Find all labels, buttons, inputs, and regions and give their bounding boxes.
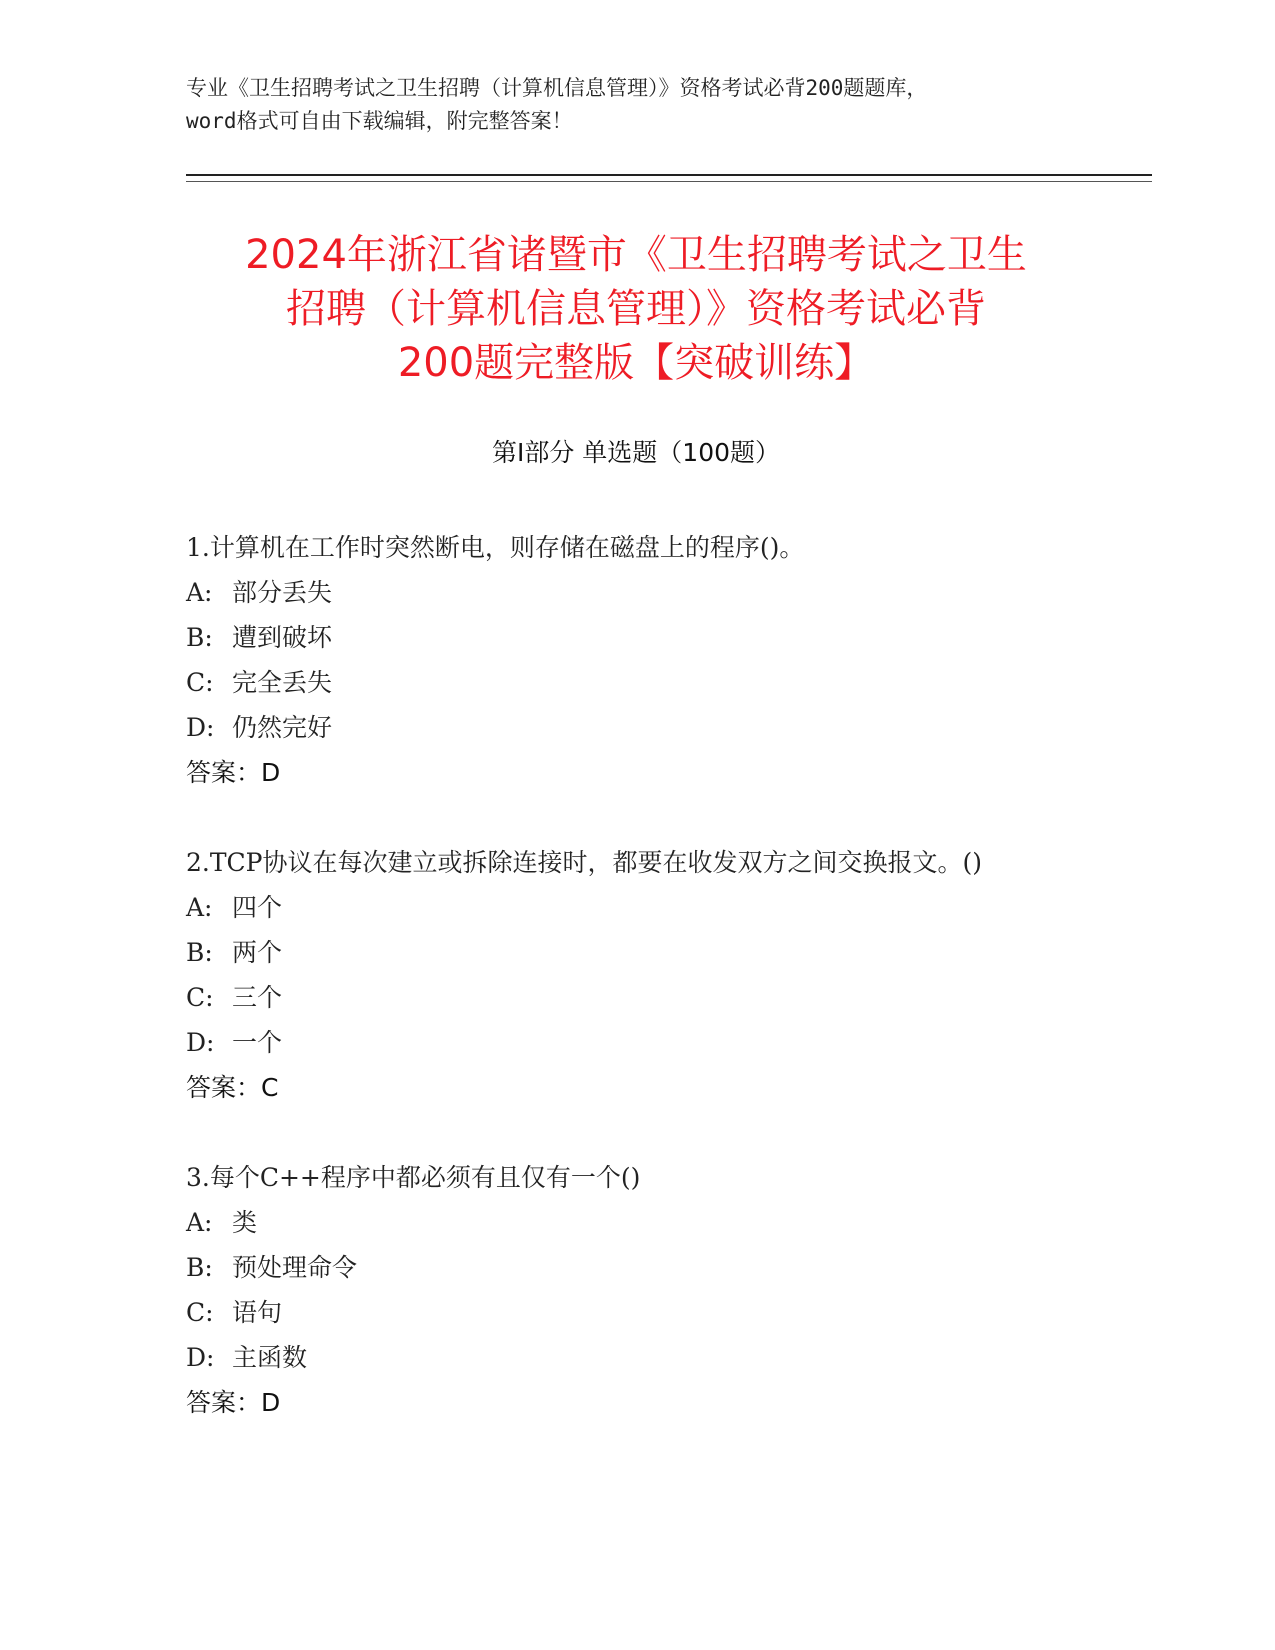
option-letter: D: bbox=[186, 713, 215, 742]
option-text: 一个 bbox=[232, 1028, 283, 1057]
title-line-1: 2024年浙江省诸暨市《卫生招聘考试之卫生 bbox=[245, 232, 1027, 278]
title-line-3: 200题完整版【突破训练】 bbox=[397, 340, 875, 386]
option-text: 两个 bbox=[232, 938, 283, 967]
option-text: 仍然完好 bbox=[232, 713, 333, 742]
option-text: 类 bbox=[232, 1208, 258, 1237]
answer-line: 答案：D bbox=[186, 758, 281, 787]
option-b bbox=[186, 930, 1086, 975]
option-c bbox=[186, 975, 1086, 1020]
option-a bbox=[186, 1200, 1086, 1245]
document-title bbox=[186, 228, 1086, 390]
option-text: 部分丢失 bbox=[232, 578, 333, 607]
option-d bbox=[186, 705, 1086, 750]
option-letter: A: bbox=[186, 1208, 213, 1237]
option-text: 四个 bbox=[232, 893, 283, 922]
option-letter: D: bbox=[186, 1028, 215, 1057]
question-stem: 3.每个C++程序中都必须有且仅有一个() bbox=[186, 1163, 641, 1192]
option-text: 主函数 bbox=[232, 1343, 308, 1372]
option-b bbox=[186, 615, 1086, 660]
option-a bbox=[186, 885, 1086, 930]
option-c bbox=[186, 660, 1086, 705]
option-letter: D: bbox=[186, 1343, 215, 1372]
option-letter: A: bbox=[186, 893, 213, 922]
question-stem: 1.计算机在工作时突然断电，则存储在磁盘上的程序()。 bbox=[186, 533, 805, 562]
option-d bbox=[186, 1335, 1086, 1380]
option-b bbox=[186, 1245, 1086, 1290]
option-d bbox=[186, 1020, 1086, 1065]
option-letter: A: bbox=[186, 578, 213, 607]
option-text: 预处理命令 bbox=[232, 1253, 358, 1282]
question-item bbox=[186, 840, 1086, 1110]
option-letter: C: bbox=[186, 1298, 214, 1327]
header-divider-thin bbox=[186, 181, 1152, 182]
answer-line: 答案：C bbox=[186, 1073, 279, 1102]
question-item bbox=[186, 1155, 1086, 1425]
option-a bbox=[186, 570, 1086, 615]
header-line-1: 专业《卫生招聘考试之卫生招聘（计算机信息管理）》资格考试必背200题题库， bbox=[186, 76, 928, 100]
option-text: 三个 bbox=[232, 983, 283, 1012]
document-header bbox=[186, 72, 1086, 138]
question-stem: 2.TCP协议在每次建立或拆除连接时，都要在收发双方之间交换报文。() bbox=[186, 848, 982, 877]
option-text: 遭到破坏 bbox=[232, 623, 333, 652]
option-letter: B: bbox=[186, 1253, 213, 1282]
section-heading: 第Ⅰ部分 单选题（100题） bbox=[491, 438, 781, 467]
header-divider-thick bbox=[186, 174, 1152, 176]
option-letter: C: bbox=[186, 668, 214, 697]
option-text: 语句 bbox=[232, 1298, 283, 1327]
option-letter: B: bbox=[186, 623, 213, 652]
question-item bbox=[186, 525, 1086, 795]
option-text: 完全丢失 bbox=[232, 668, 333, 697]
question-list bbox=[186, 525, 1086, 1470]
title-line-2: 招聘（计算机信息管理）》资格考试必背 bbox=[286, 286, 986, 332]
option-c bbox=[186, 1290, 1086, 1335]
header-line-2: word格式可自由下载编辑，附完整答案！ bbox=[186, 109, 573, 133]
option-letter: B: bbox=[186, 938, 213, 967]
answer-line: 答案：D bbox=[186, 1388, 281, 1417]
option-letter: C: bbox=[186, 983, 214, 1012]
